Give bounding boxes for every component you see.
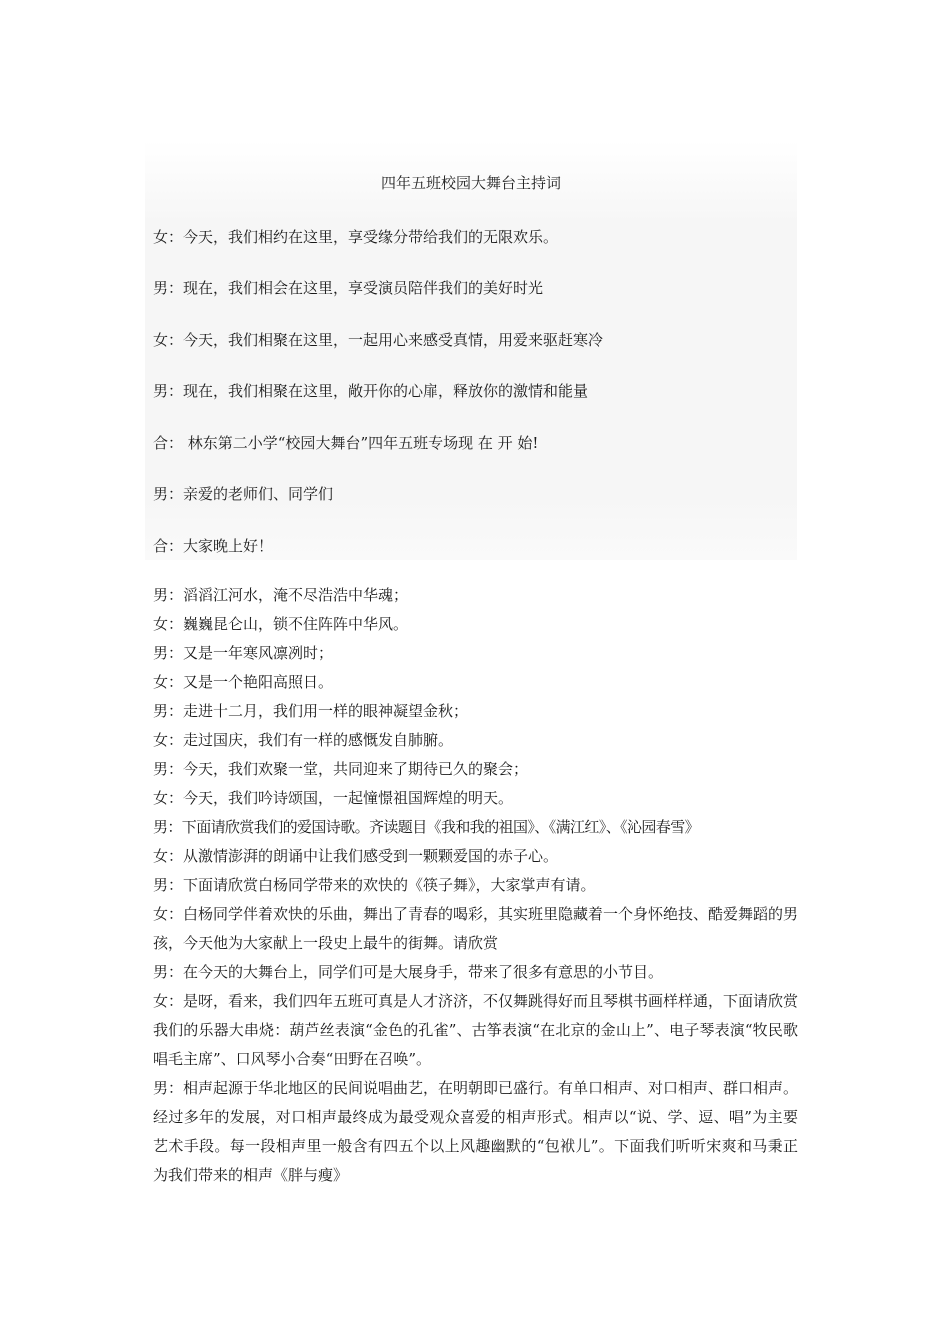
script-line: 男：又是一年寒风凛冽时； bbox=[153, 644, 334, 662]
opening-line-3: 女：今天，我们相聚在这里，一起用心来感受真情，用爱来驱赶寒冷 bbox=[153, 331, 604, 349]
script-line: 女：白杨同学伴着欢快的乐曲，舞出了青春的喝彩，其实班里隐藏着一个身怀绝技、酷爱舞蹈的男孩，今天他为大家献上一段史上最牛的街舞。请欣赏 bbox=[153, 905, 799, 952]
script-line: 男：下面请欣赏我们的爱国诗歌。齐读题目《我和我的祖国》、《满江红》、《沁园春雪》 bbox=[153, 818, 700, 836]
script-line: 女：又是一个艳阳高照日。 bbox=[153, 673, 334, 691]
script-line: 女：巍巍昆仑山，锁不住阵阵中华风。 bbox=[153, 615, 409, 633]
script-line: 女：是呀，看来，我们四年五班可真是人才济济，不仅舞跳得好而且琴棋书画样样通，下面请欣赏我们的乐器大串烧：葫芦丝表演“金色的孔雀”、古筝表演“在北京的金山上”、电子琴表演“牧民歌唱毛主席”、口风琴小合奏“田野在召唤”。 bbox=[153, 992, 799, 1068]
script-line: 男：相声起源于华北地区的民间说唱曲艺，在明朝即已盛行。有单口相声、对口相声、群口相声。经过多年的发展，对口相声最终成为最受观众喜爱的相声形式。相声以“说、学、逗、唱”为主要艺术手段。每一段相声里一般含有四五个以上风趣幽默的“包袱儿”。下面我们听听宋爽和马秉正为我们带来的相声《胖与瘦》 bbox=[153, 1079, 799, 1184]
script-line: 女：走过国庆，我们有一样的感慨发自肺腑。 bbox=[153, 731, 454, 749]
opening-line-7: 合：大家晚上好！ bbox=[153, 537, 274, 555]
document-title: 四年五班校园大舞台主持词 bbox=[380, 174, 561, 192]
opening-line-1: 女：今天，我们相约在这里，享受缘分带给我们的无限欢乐。 bbox=[153, 228, 559, 246]
script-line: 男：走进十二月，我们用一样的眼神凝望金秋； bbox=[153, 702, 469, 720]
script-line: 男：在今天的大舞台上，同学们可是大展身手，带来了很多有意思的小节目。 bbox=[153, 963, 664, 981]
script-line: 女：今天，我们吟诗颂国，一起憧憬祖国辉煌的明天。 bbox=[153, 789, 514, 807]
script-line: 男：下面请欣赏白杨同学带来的欢快的《筷子舞》，大家掌声有请。 bbox=[153, 876, 596, 894]
opening-line-6: 男：亲爱的老师们、同学们 bbox=[153, 485, 334, 503]
script-body bbox=[153, 581, 798, 1190]
opening-line-2: 男：现在，我们相会在这里，享受演员陪伴我们的美好时光 bbox=[153, 279, 544, 297]
opening-line-4: 男：现在，我们相聚在这里，敞开你的心扉，释放你的激情和能量 bbox=[153, 382, 589, 400]
opening-line-5: 合： 林东第二小学“校园大舞台”四年五班专场现 在 开 始! bbox=[153, 434, 539, 452]
script-line: 女：从激情澎湃的朗诵中让我们感受到一颗颗爱国的赤子心。 bbox=[153, 847, 559, 865]
script-line: 男：滔滔江河水，淹不尽浩浩中华魂； bbox=[153, 586, 409, 604]
script-line: 男：今天，我们欢聚一堂，共同迎来了期待已久的聚会； bbox=[153, 760, 529, 778]
